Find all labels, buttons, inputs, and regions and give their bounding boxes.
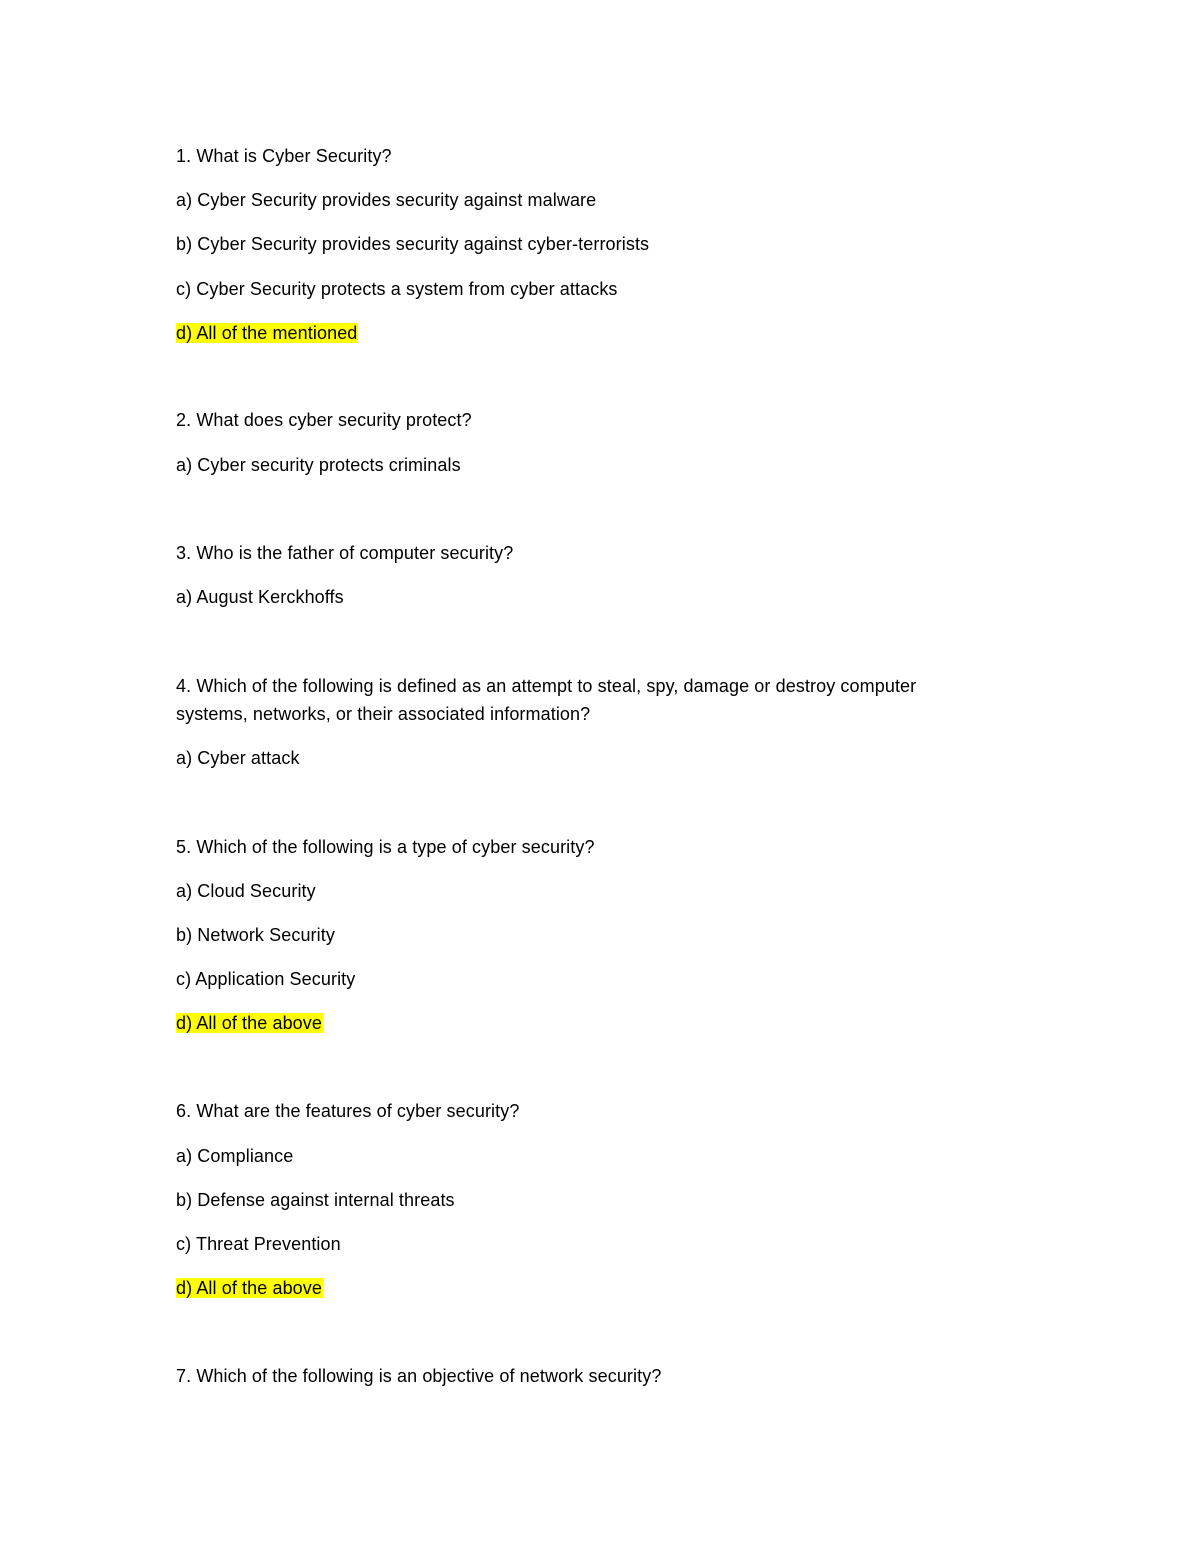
question-7-text: 7. Which of the following is an objective of network security? [176,1366,662,1386]
question-1-option-d-answer [176,321,358,345]
question-1-option-a: a) Cyber Security provides security against malware [176,190,597,210]
answer-highlight: d) All of the above [176,1013,322,1033]
question-5-text: 5. Which of the following is a type of cyber security? [176,837,595,857]
question-3-text: 3. Who is the father of computer security? [176,543,514,563]
question-6-text: 6. What are the features of cyber security? [176,1101,520,1121]
question-4-option-a: a) Cyber attack [176,748,300,768]
answer-highlight: d) All of the mentioned [176,323,358,343]
question-5-option-d-answer [176,1011,323,1035]
question-1-option-b: b) Cyber Security provides security against cyber-terrorists [176,234,650,254]
question-6-option-d-answer [176,1276,323,1300]
question-4-text-line-1: 4. Which of the following is defined as an attempt to steal, spy, damage or destroy computer [176,676,917,696]
question-5-option-a: a) Cloud Security [176,881,316,901]
question-2-text: 2. What does cyber security protect? [176,410,472,430]
question-3-option-a: a) August Kerckhoffs [176,587,344,607]
question-2-option-a: a) Cyber security protects criminals [176,455,461,475]
question-4-text-line-2: systems, networks, or their associated information? [176,704,591,724]
question-5-option-b: b) Network Security [176,925,335,945]
question-6-option-c: c) Threat Prevention [176,1234,341,1254]
question-1-text: 1. What is Cyber Security? [176,146,392,166]
answer-highlight: d) All of the above [176,1278,322,1298]
question-5-option-c: c) Application Security [176,969,356,989]
question-1-option-c: c) Cyber Security protects a system from cyber attacks [176,279,618,299]
question-6-option-a: a) Compliance [176,1146,294,1166]
question-6-option-b: b) Defense against internal threats [176,1190,455,1210]
